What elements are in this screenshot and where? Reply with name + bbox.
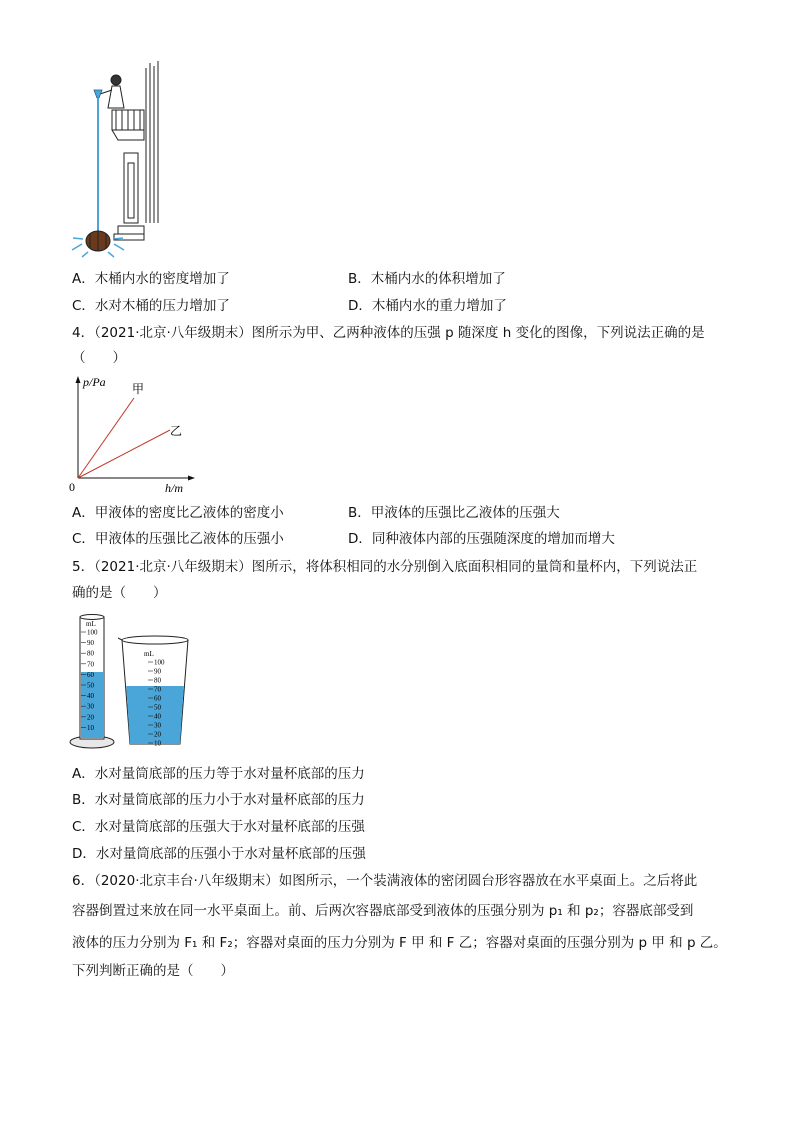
cylinder-tick-label: 40 <box>87 692 94 701</box>
q5-option-d[interactable]: D．水对量筒底部的压强小于水对量杯底部的压强 <box>72 846 366 862</box>
q5-option-a[interactable]: A．水对量筒底部的压力等于水对量杯底部的压力 <box>72 766 365 782</box>
cylinder-tick-label: 100 <box>87 628 98 637</box>
q3-option-a[interactable]: A．木桶内水的密度增加了 <box>72 271 230 287</box>
beaker-tick-label: 60 <box>154 694 161 703</box>
series-yi-label: 乙 <box>170 424 183 438</box>
beaker-tick-label: 90 <box>154 667 161 676</box>
series-jia-line <box>78 398 134 478</box>
q3-option-b[interactable]: B．木桶内水的体积增加了 <box>348 271 506 287</box>
beaker-tick-label: 70 <box>154 685 161 694</box>
q5-option-c[interactable]: C．水对量筒底部的压强大于水对量杯底部的压强 <box>72 819 365 835</box>
cylinder-tick-label: 50 <box>87 681 94 690</box>
q4-option-b[interactable]: B．甲液体的压强比乙液体的压强大 <box>348 505 560 521</box>
q5-stem: 5．（2021·北京·八年级期末）图所示，将体积相同的水分别倒入底面积相同的量筒和量杯内，下列说法正 <box>72 559 698 575</box>
q4-stem: 4．（2021·北京·八年级期末）图所示为甲、乙两种液体的压强 p 随深度 h 变化的图像，下列说法正确的是 <box>72 325 705 341</box>
q5-stem-blank: 确的是（ ） <box>72 585 167 601</box>
q4-option-d[interactable]: D．同种液体内部的压强随深度的增加而增大 <box>348 531 615 547</box>
q6-stem-line4: 下列判断正确的是（ ） <box>72 963 234 979</box>
beaker-tick-label: 20 <box>154 730 161 739</box>
q5-option-b[interactable]: B．水对量筒底部的压力小于水对量杯底部的压力 <box>72 792 365 808</box>
beaker-unit: mL <box>144 650 154 658</box>
y-axis-label: p/Pa <box>83 375 106 389</box>
beaker-tick-label: 40 <box>154 712 161 721</box>
q4-option-c[interactable]: C．甲液体的压强比乙液体的压强小 <box>72 531 284 547</box>
barrel-experiment-figure <box>68 58 168 258</box>
cylinder-unit: mL <box>86 620 96 628</box>
pressure-depth-graph <box>66 372 196 496</box>
origin-label: 0 <box>69 480 75 494</box>
cylinder-tick-label: 60 <box>87 670 94 679</box>
q6-stem-line1: 6．（2020·北京丰台·八年级期末）如图所示，一个装满液体的密闭圆台形容器放在水平桌面上。之后将此 <box>72 873 698 889</box>
cylinder-tick-label: 30 <box>87 702 94 711</box>
q3-option-c[interactable]: C．水对木桶的压力增加了 <box>72 298 230 314</box>
beaker-tick-label: 100 <box>154 658 165 667</box>
q6-stem-line2: 容器倒置过来放在同一水平桌面上。前、后两次容器底部受到液体的压强分别为 p₁ 和 p₂；容器底部受到 <box>72 903 694 919</box>
beaker-tick-label: 10 <box>154 739 161 748</box>
q4-stem-blank: （ ） <box>72 350 126 366</box>
cylinder-tick-label: 90 <box>87 639 94 648</box>
q4-option-a[interactable]: A．甲液体的密度比乙液体的密度小 <box>72 505 284 521</box>
beaker-tick-label: 30 <box>154 721 161 730</box>
cylinder-tick-label: 20 <box>87 713 94 722</box>
q3-option-d[interactable]: D．木桶内水的重力增加了 <box>348 298 507 314</box>
cylinder-tick-label: 10 <box>87 723 94 732</box>
series-jia-label: 甲 <box>132 382 145 396</box>
beaker-tick-label: 80 <box>154 676 161 685</box>
x-axis-label: h/m <box>165 481 183 495</box>
cylinder-tick-label: 80 <box>87 649 94 658</box>
beaker-tick-label: 50 <box>154 703 161 712</box>
cylinder-tick-label: 70 <box>87 660 94 669</box>
q6-stem-line3: 液体的压力分别为 F₁ 和 F₂；容器对桌面的压力分别为 F 甲 和 F 乙；容器对桌面的压强分别为 p 甲 和 p 乙。 <box>72 935 727 951</box>
cylinder-and-beaker-figure <box>68 610 198 752</box>
series-yi-line <box>78 430 170 478</box>
